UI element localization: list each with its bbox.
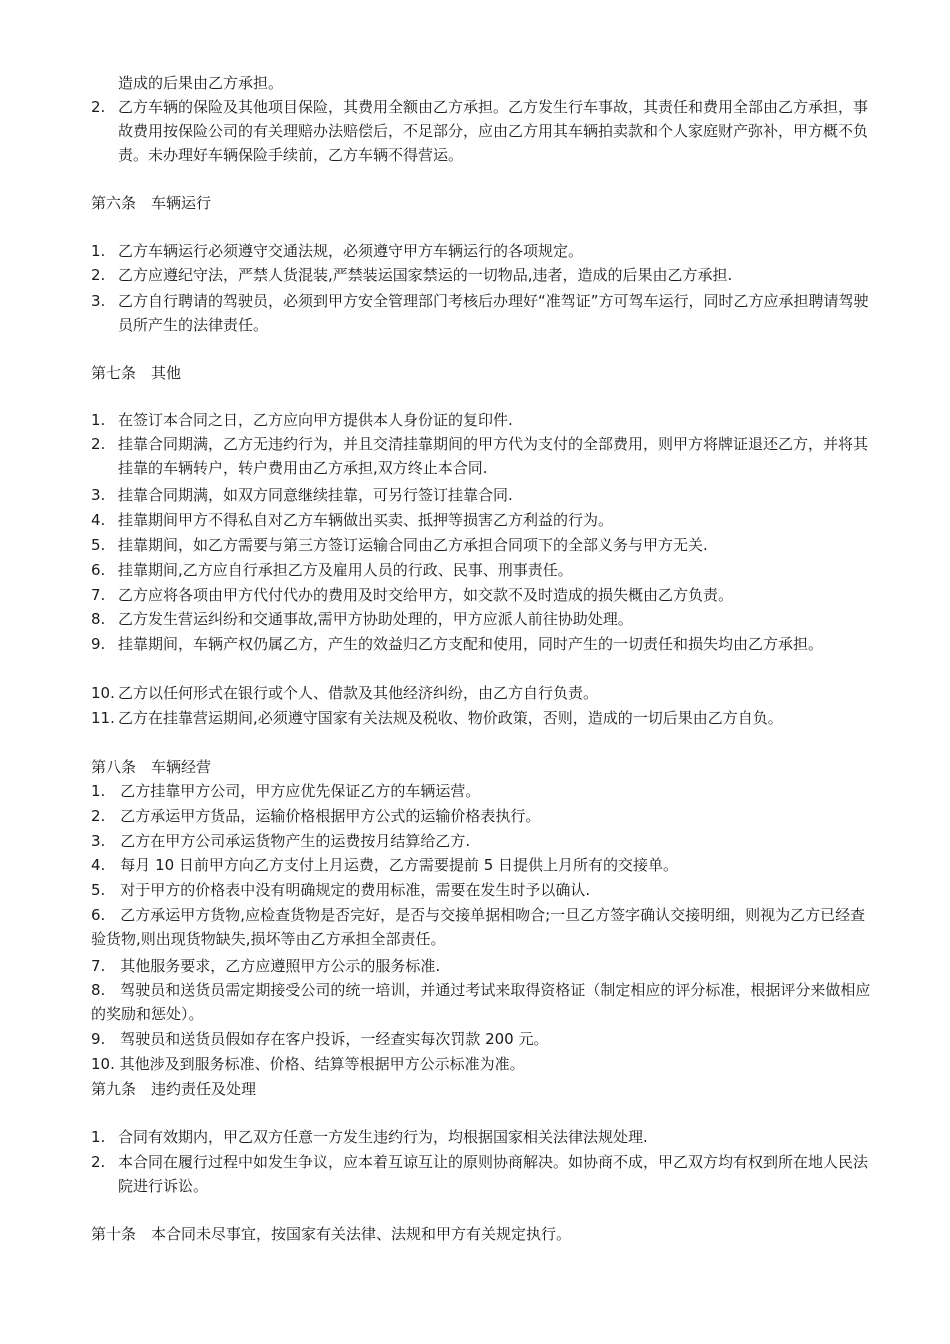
list-item-text: 合同有效期内，甲乙双方任意一方发生违约行为，均根据国家相关法律法规处理. (118, 1128, 648, 1146)
list-item: 4. 每月 10 日前甲方向乙方支付上月运费，乙方需要提前 5 日提供上月所有的交接单。 (91, 856, 679, 874)
list-item-text: 在签订本合同之日，乙方应向甲方提供本人身份证的复印件. (118, 411, 513, 429)
list-item-number: 1. (91, 1128, 106, 1146)
list-item: 8. 驾驶员和送货员需定期接受公司的统一培训，并通过考试来取得资格证（制定相应的评分标准，根据评分来做相应的奖励和惩处）。 (91, 981, 871, 1023)
list-item-number: 2. (91, 266, 106, 284)
list-item-number: 2. (91, 1153, 106, 1171)
list-item: 2. 乙方承运甲方货品，运输价格根据甲方公式的运输价格表执行。 (91, 807, 541, 825)
article-paragraph: 第十条 本合同未尽事宜，按国家有关法律、法规和甲方有关规定执行。 (91, 1225, 572, 1243)
list-item-text: 乙方以任何形式在银行或个人、借款及其他经济纠纷，由乙方自行负责。 (118, 684, 599, 702)
article-heading: 第六条 车辆运行 (91, 194, 212, 212)
list-item: 6. 乙方承运甲方货物,应检查货物是否完好，是否与交接单据相吻合;一旦乙方签字确认交接明细，则视为乙方已经查验货物,则出现货物缺失,损坏等由乙方承担全部责任。 (91, 906, 866, 948)
list-item-text: 乙方发生营运纠纷和交通事故,需甲方协助处理的，甲方应派人前往协助处理。 (118, 610, 633, 628)
list-item-number: 11. (91, 709, 115, 727)
article-heading: 第七条 其他 (91, 364, 182, 382)
list-item-text: 挂靠期间,乙方应自行承担乙方及雇用人员的行政、民事、刑事责任。 (118, 561, 573, 579)
list-item: 5. 对于甲方的价格表中没有明确规定的费用标准，需要在发生时予以确认. (91, 881, 591, 899)
list-item-text: 挂靠合同期满，乙方无违约行为，并且交清挂靠期间的甲方代为支付的全部费用，则甲方将牌证退还乙方，并将其挂靠的车辆转户，转户费用由乙方承担,双方终止本合同. (118, 435, 869, 477)
list-item-text: 挂靠期间甲方不得私自对乙方车辆做出买卖、抵押等损害乙方利益的行为。 (118, 511, 614, 529)
list-item-number: 10. (91, 684, 115, 702)
list-item-number: 3. (91, 292, 106, 310)
list-item-text: 乙方应遵纪守法，严禁人货混装,严禁装运国家禁运的一切物品,违者，造成的后果由乙方承担. (118, 266, 733, 284)
list-item-text: 乙方在挂靠营运期间,必须遵守国家有关法规及税收、物价政策，否则，造成的一切后果由乙方自负。 (118, 709, 783, 727)
list-item-number: 2. (91, 435, 106, 453)
list-item-text: 乙方车辆的保险及其他项目保险，其费用全额由乙方承担。乙方发生行车事故，其责任和费用全部由乙方承担，事故费用按保险公司的有关理赔办法赔偿后，不足部分，应由乙方用其车辆拍卖款和个人家庭财产弥补，甲方概不负责。未办理好车辆保险手续前，乙方车辆不得营运。 (118, 98, 869, 164)
list-item-number: 5. (91, 536, 106, 554)
list-item: 9. 驾驶员和送货员假如存在客户投诉，一经查实每次罚款 200 元。 (91, 1030, 549, 1048)
list-item-number: 6. (91, 561, 106, 579)
list-item-text: 挂靠期间，车辆产权仍属乙方，产生的效益归乙方支配和使用，同时产生的一切责任和损失均由乙方承担。 (118, 635, 824, 653)
list-item-text: 挂靠合同期满，如双方同意继续挂靠，可另行签订挂靠合同. (118, 486, 513, 504)
list-item-text: 乙方自行聘请的驾驶员，必须到甲方安全管理部门考核后办理好“准驾证”方可驾车运行，同时乙方应承担聘请驾驶员所产生的法律责任。 (118, 292, 869, 334)
list-item-text: 造成的后果由乙方承担。 (118, 74, 284, 92)
list-item-number: 1. (91, 411, 106, 429)
list-item-number: 2. (91, 98, 106, 116)
list-item-text: 乙方车辆运行必须遵守交通法规，必须遵守甲方车辆运行的各项规定。 (118, 242, 584, 260)
list-item: 10. 其他涉及到服务标准、价格、结算等根据甲方公示标准为准。 (91, 1055, 525, 1073)
list-item: 1. 乙方挂靠甲方公司，甲方应优先保证乙方的车辆运营。 (91, 782, 481, 800)
list-item-number: 7. (91, 586, 106, 604)
list-item-text: 挂靠期间，如乙方需要与第三方签订运输合同由乙方承担合同项下的全部义务与甲方无关. (118, 536, 708, 554)
list-item-number: 1. (91, 242, 106, 260)
list-item: 7. 其他服务要求，乙方应遵照甲方公示的服务标准. (91, 957, 441, 975)
article-heading: 第八条 车辆经营 (91, 758, 212, 776)
list-item-number: 9. (91, 635, 106, 653)
list-item-number: 3. (91, 486, 106, 504)
list-item-text: 本合同在履行过程中如发生争议，应本着互谅互让的原则协商解决。如协商不成，甲乙双方均有权到所在地人民法院进行诉讼。 (118, 1153, 869, 1195)
list-item-number: 8. (91, 610, 106, 628)
article-heading: 第九条 违约责任及处理 (91, 1080, 257, 1098)
list-item: 3. 乙方在甲方公司承运货物产生的运费按月结算给乙方. (91, 832, 471, 850)
list-item-text: 乙方应将各项由甲方代付代办的费用及时交给甲方，如交款不及时造成的损失概由乙方负责。 (118, 586, 734, 604)
list-item-number: 4. (91, 511, 106, 529)
